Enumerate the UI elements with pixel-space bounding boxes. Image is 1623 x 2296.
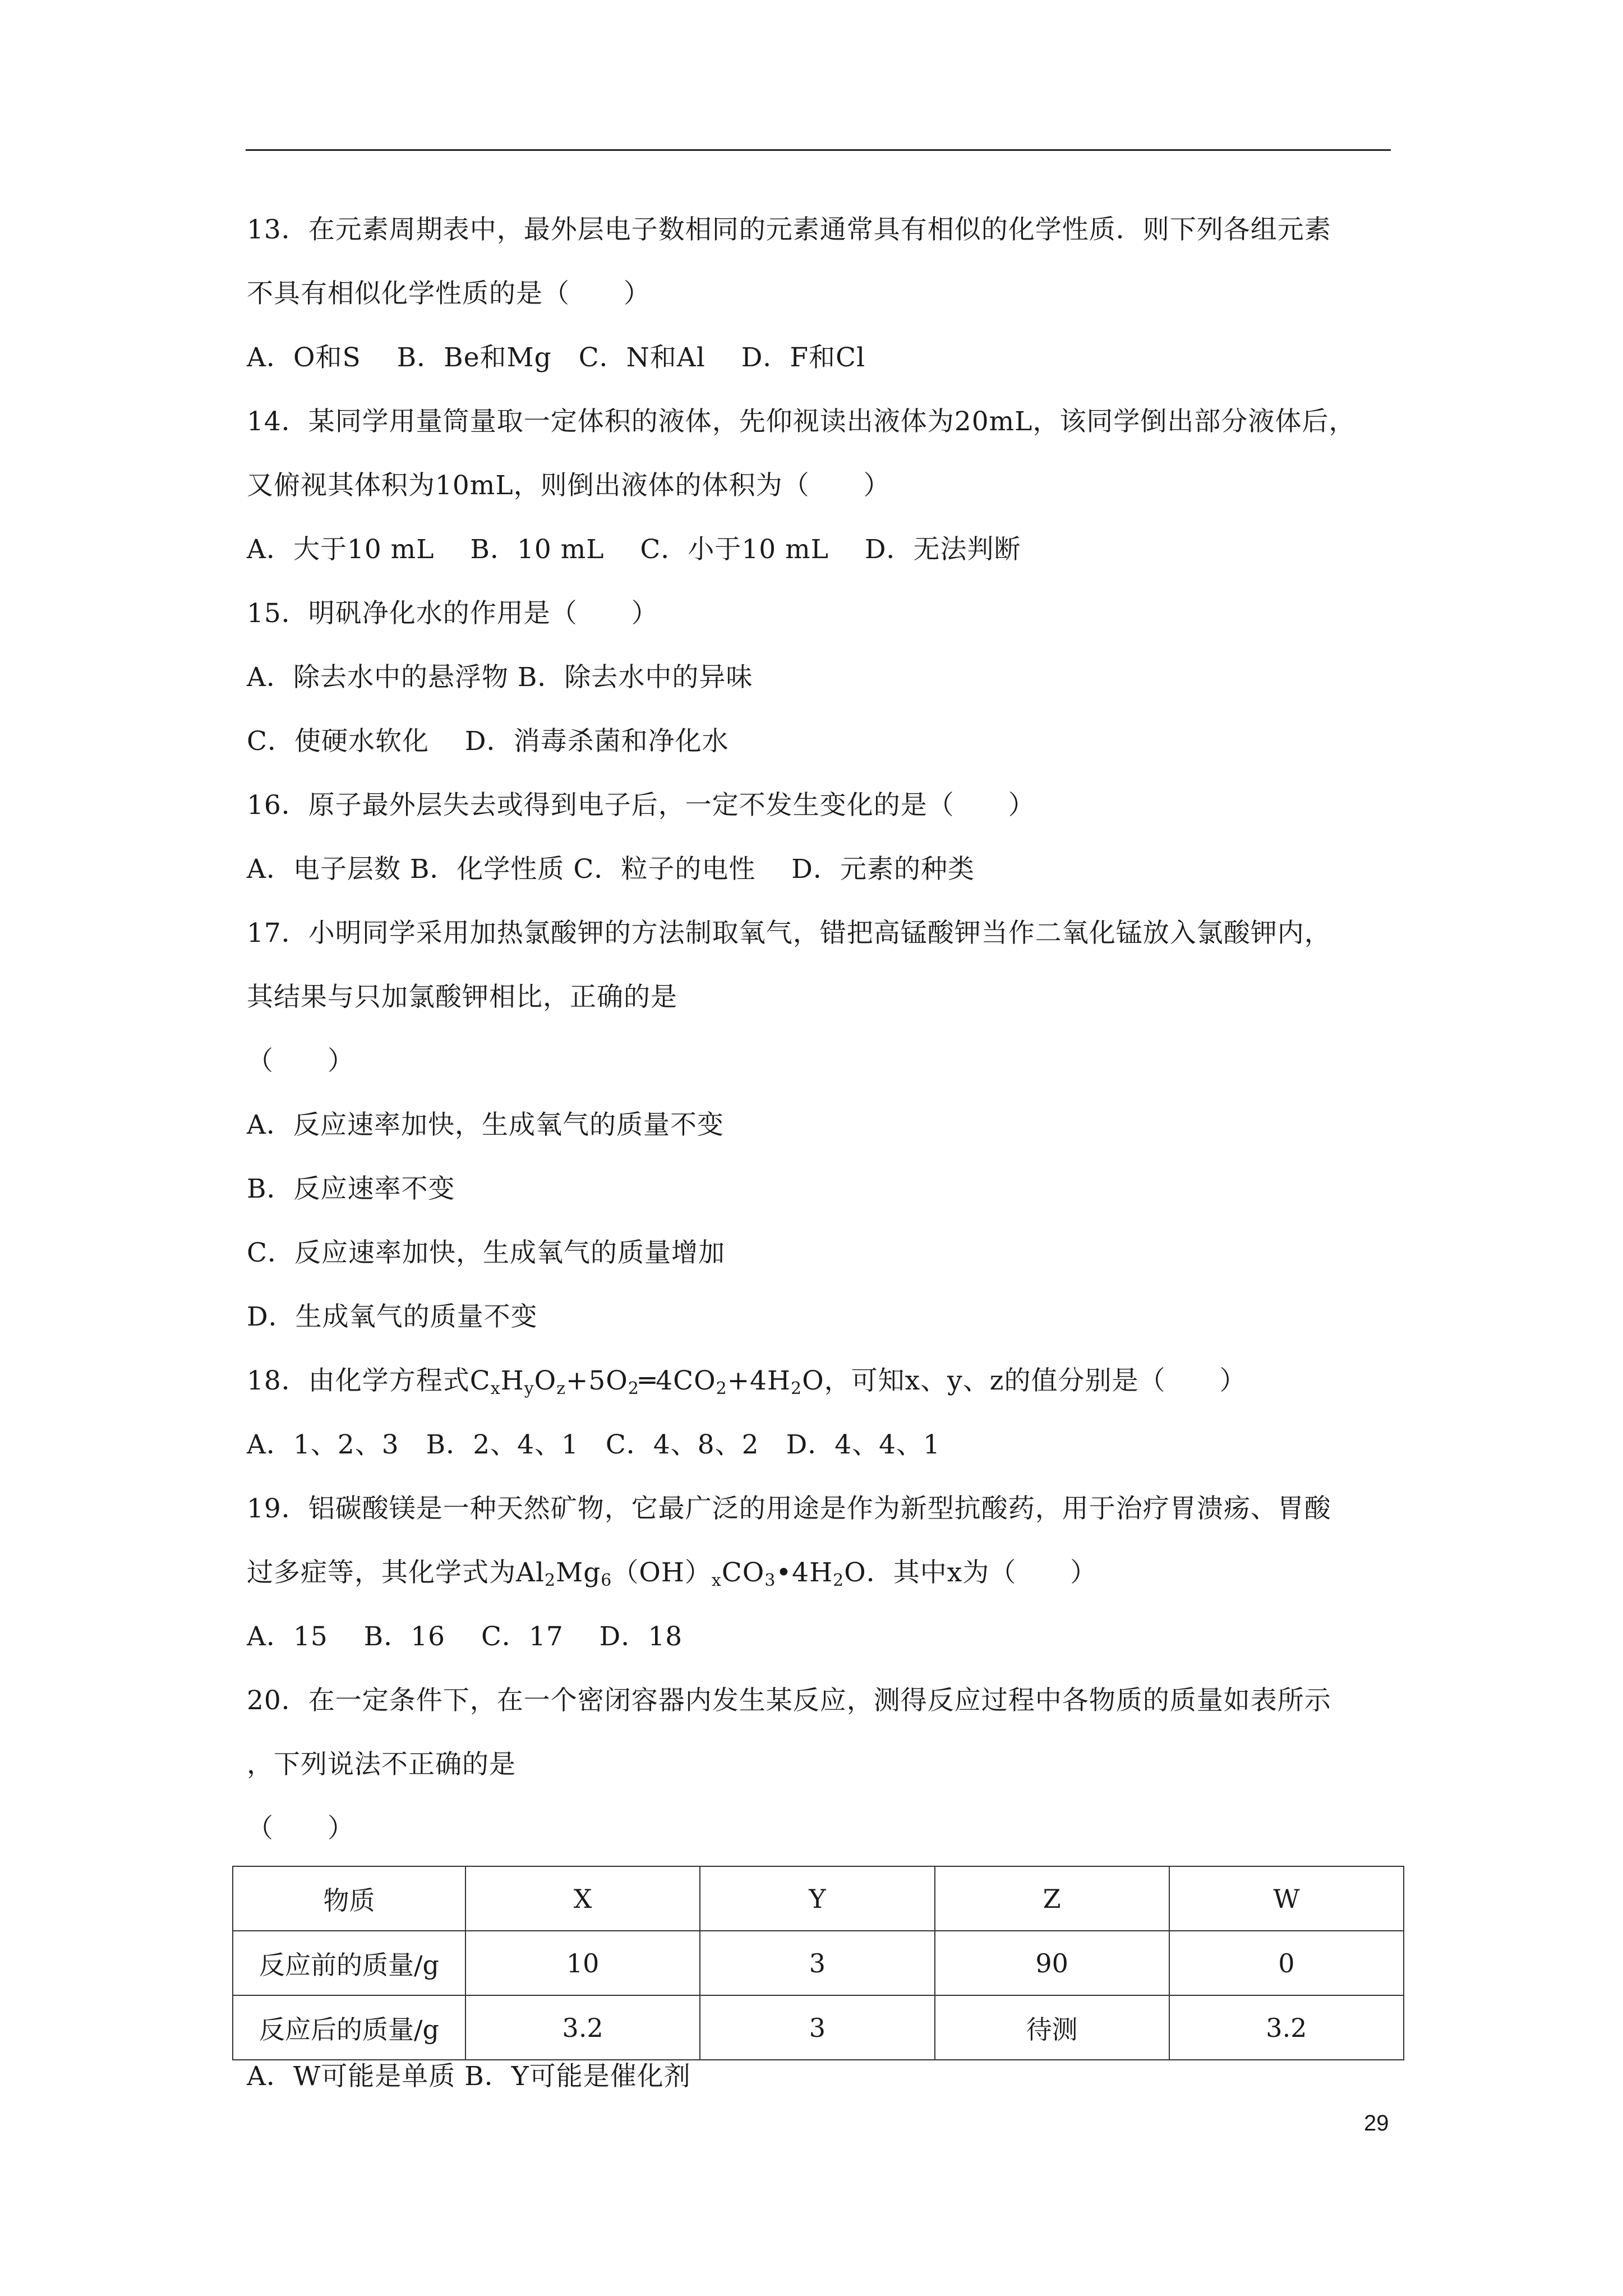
- q20-answer-paren: （ ）: [247, 1813, 354, 1844]
- q20-stem-line1: 20．在一定条件下，在一个密闭容器内发生某反应，测得反应过程中各物质的质量如表所示: [247, 1685, 1331, 1716]
- q19-stem-line1: 19．铝碳酸镁是一种天然矿物，它最广泛的用途是作为新型抗酸药，用于治疗胃溃疡、胃酸: [247, 1493, 1331, 1524]
- q13-options: A．O和S B．Be和Mg C．N和Al D．F和Cl: [247, 342, 865, 373]
- table-cell: 待测: [935, 1995, 1169, 2060]
- q17-option-b: B．反应速率不变: [247, 1174, 455, 1204]
- q14-options: A．大于10 mL B．10 mL C．小于10 mL D．无法判断: [247, 534, 1021, 565]
- table-cell: 3: [700, 1931, 934, 1995]
- q15-stem: 15．明矾净化水的作用是（ ）: [247, 598, 658, 629]
- q17-stem-line1: 17．小明同学采用加热氯酸钾的方法制取氧气，错把高锰酸钾当作二氧化锰放入氯酸钾内，: [247, 918, 1331, 949]
- table-header-cell: Z: [935, 1866, 1169, 1931]
- q17-answer-paren: （ ）: [247, 1046, 354, 1076]
- table-cell: 0: [1169, 1931, 1404, 1995]
- q19-stem-line2: 过多症等，其化学式为$Al_2Mg_6(OH)_xCO_3•4H_2O$．其中x为（ ）: [247, 1557, 1098, 1590]
- table-cell: 90: [935, 1931, 1169, 1995]
- table-header-cell: Y: [700, 1866, 934, 1931]
- header-rule: [246, 149, 1391, 151]
- q18-stem: 18．由化学方程式$C_xH_yO_z+5O_2═4CO_2+4H_2O$，可知x、y、z的值分别是（ ）: [247, 1365, 1247, 1398]
- q19-options: A．15 B．16 C．17 D．18: [247, 1621, 683, 1652]
- q17-option-a: A．反应速率加快，生成氧气的质量不变: [247, 1110, 724, 1140]
- q13-stem-line1: 13．在元素周期表中，最外层电子数相同的元素通常具有相似的化学性质．则下列各组元素: [247, 214, 1331, 245]
- q20-options: A．W可能是单质 B．Y可能是催化剂: [247, 2061, 691, 2092]
- table-header-cell: X: [465, 1866, 700, 1931]
- q17-stem-line2: 其结果与只加氯酸钾相比，正确的是: [247, 982, 677, 1013]
- q14-stem-line1: 14．某同学用量筒量取一定体积的液体，先仰视读出液体为20mL，该同学倒出部分液体后，: [247, 406, 1356, 437]
- table-row: [233, 1931, 1404, 1995]
- q14-stem-line2: 又俯视其体积为10mL，则倒出液体的体积为（ ）: [247, 470, 891, 501]
- table-cell: 10: [465, 1931, 700, 1995]
- table-header-row: [233, 1866, 1404, 1931]
- q20-stem-line2: ，下列说法不正确的是: [247, 1749, 516, 1780]
- mass-table: [232, 1866, 1404, 2060]
- table-header-cell: 物质: [233, 1866, 465, 1931]
- table-cell: 3.2: [465, 1995, 700, 2060]
- q15-options-line1: A．除去水中的悬浮物 B．除去水中的异味: [247, 662, 753, 693]
- q17-option-d: D．生成氧气的质量不变: [247, 1301, 538, 1332]
- table-row: [233, 1995, 1404, 2060]
- page-number: 29: [1364, 2111, 1389, 2136]
- table-cell: 3.2: [1169, 1995, 1404, 2060]
- q16-options: A．电子层数 B．化学性质 C．粒子的电性 D．元素的种类: [247, 854, 975, 885]
- q13-stem-line2: 不具有相似化学性质的是（ ）: [247, 278, 651, 309]
- table-cell: 反应后的质量/g: [233, 1995, 465, 2060]
- table-cell: 3: [700, 1995, 934, 2060]
- table-cell: 反应前的质量/g: [233, 1931, 465, 1995]
- table-header-cell: W: [1169, 1866, 1404, 1931]
- q18-options: A．1、2、3 B．2、4、1 C．4、8、2 D．4、4、1: [247, 1429, 940, 1460]
- q16-stem: 16．原子最外层失去或得到电子后，一定不发生变化的是（ ）: [247, 790, 1035, 821]
- q15-options-line2: C．使硬水软化 D．消毒杀菌和净化水: [247, 726, 729, 757]
- q17-option-c: C．反应速率加快，生成氧气的质量增加: [247, 1237, 725, 1268]
